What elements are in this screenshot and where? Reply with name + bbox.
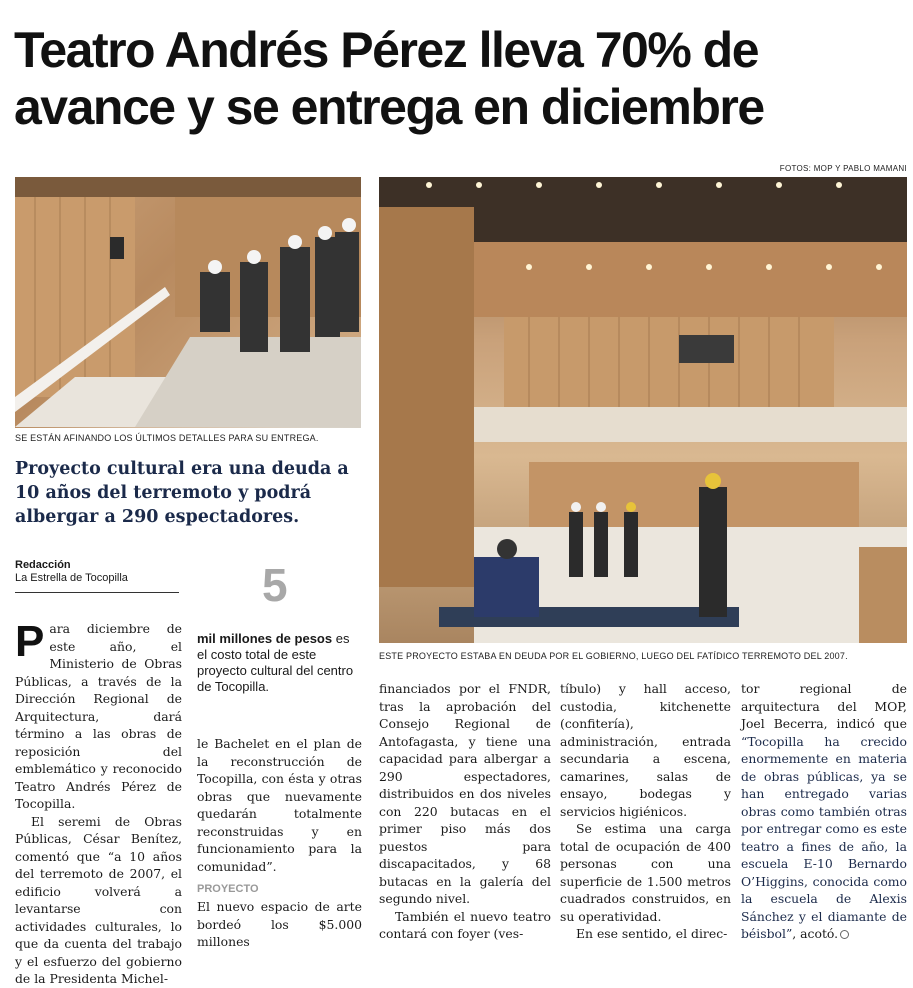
article-column-3 [379,680,551,943]
callout-rest: es el costo total de este proyecto cultural del centro de Tocopilla. [197,631,354,694]
byline-author: Redacción [15,559,71,571]
article-paragraph: tíbulo) y hall acceso, custodia, kitchenette (confitería), administración, entrada secundaria a escena, camarines, salas de ensayo, bodegas y servicios higiénicos. [560,681,731,819]
article-paragraph: El nuevo espacio de arte bordeó los $5.000 millones [197,899,362,949]
article-text: tor regional de arquitectura del MOP, Joel Becerra, indicó que [741,681,907,731]
byline-divider [15,592,179,593]
photo-credit: FOTOS: MOP Y PABLO MAMANI [779,164,907,173]
article-paragraph: También el nuevo teatro contará con foyer (ves- [379,908,551,941]
byline-organization: La Estrella de Tocopilla [15,572,128,584]
callout-text [197,631,362,695]
article-paragraph: financiados por el FNDR, tras la aprobación del Consejo Regional de Antofagasta, y tiene una capacidad para albergar a 290 espectadores, distribuidos en dos niveles con 220 butacas en el primer piso más dos puestos para discapacitados, y 68 butacas en la galería del segundo nivel. [379,681,551,906]
callout-bold: mil millones de pesos [197,631,333,646]
article-column-1 [15,617,182,988]
article-paragraph: le Bachelet en el plan de la reconstrucción de Tocopilla, con ésta y otras obras que nuevamente quedarán totalmente reconstruidas y en funcionamiento para la comunidad”. [197,736,362,874]
section-heading: PROYECTO [197,883,259,895]
article-column-4 [560,680,731,943]
article-paragraph: El seremi de Obras Públicas, César Benítez, comentó que “a 10 años del terremoto de 2007, el edificio volverá a levantarse con actividades culturales, lo que da cuenta del trabajo y el esfuerzo del gobierno de la Presidenta Michel- [15,813,182,986]
headline: Teatro Andrés Pérez lleva 70% de avance y se entrega en diciembre [14,22,764,135]
photo-construction-workers [15,177,361,428]
photo-theater-interior [379,177,907,643]
callout-number: 5 [262,559,288,611]
article-column-2 [197,735,362,951]
article-paragraph: En ese sentido, el direc- [576,926,728,941]
article-text: , acotó. [792,926,839,941]
article-quote: “Tocopilla ha crecido enormemente en materia de obras públicas, ya se han entregado varias obras como también otras por entregar como es este teatro a fines de año, la escuela E-10 Bernardo O’Higgins, conocida como la escuela de Alexis Sánchez y el diamante de béisbol” [741,733,907,941]
photo-caption-left: SE ESTÁN AFINANDO LOS ÚLTIMOS DETALLES PARA SU ENTREGA. [15,433,319,443]
byline [15,559,128,585]
photo-caption-right: ESTE PROYECTO ESTABA EN DEUDA POR EL GOBIERNO, LUEGO DEL FATÍDICO TERREMOTO DEL 2007. [379,651,848,661]
article-column-5 [741,680,907,943]
article-paragraph: ara diciembre de este año, el Ministerio de Obras Públicas, a través de la Dirección Regional de Arquitectura, dará término a las obras de reposición del emblemático y reconocido Teatro Andrés Pérez de Tocopilla. [15,621,182,811]
subheadline: Proyecto cultural era una deuda a 10 años del terremoto y podrá albergar a 290 espectadores. [15,459,349,527]
drop-cap: P [15,617,45,666]
article-paragraph: Se estima una carga total de ocupación de 400 personas con una superficie de 1.500 metros cuadrados construidos, en su operatividad. [560,821,731,924]
end-mark-icon [840,930,849,939]
